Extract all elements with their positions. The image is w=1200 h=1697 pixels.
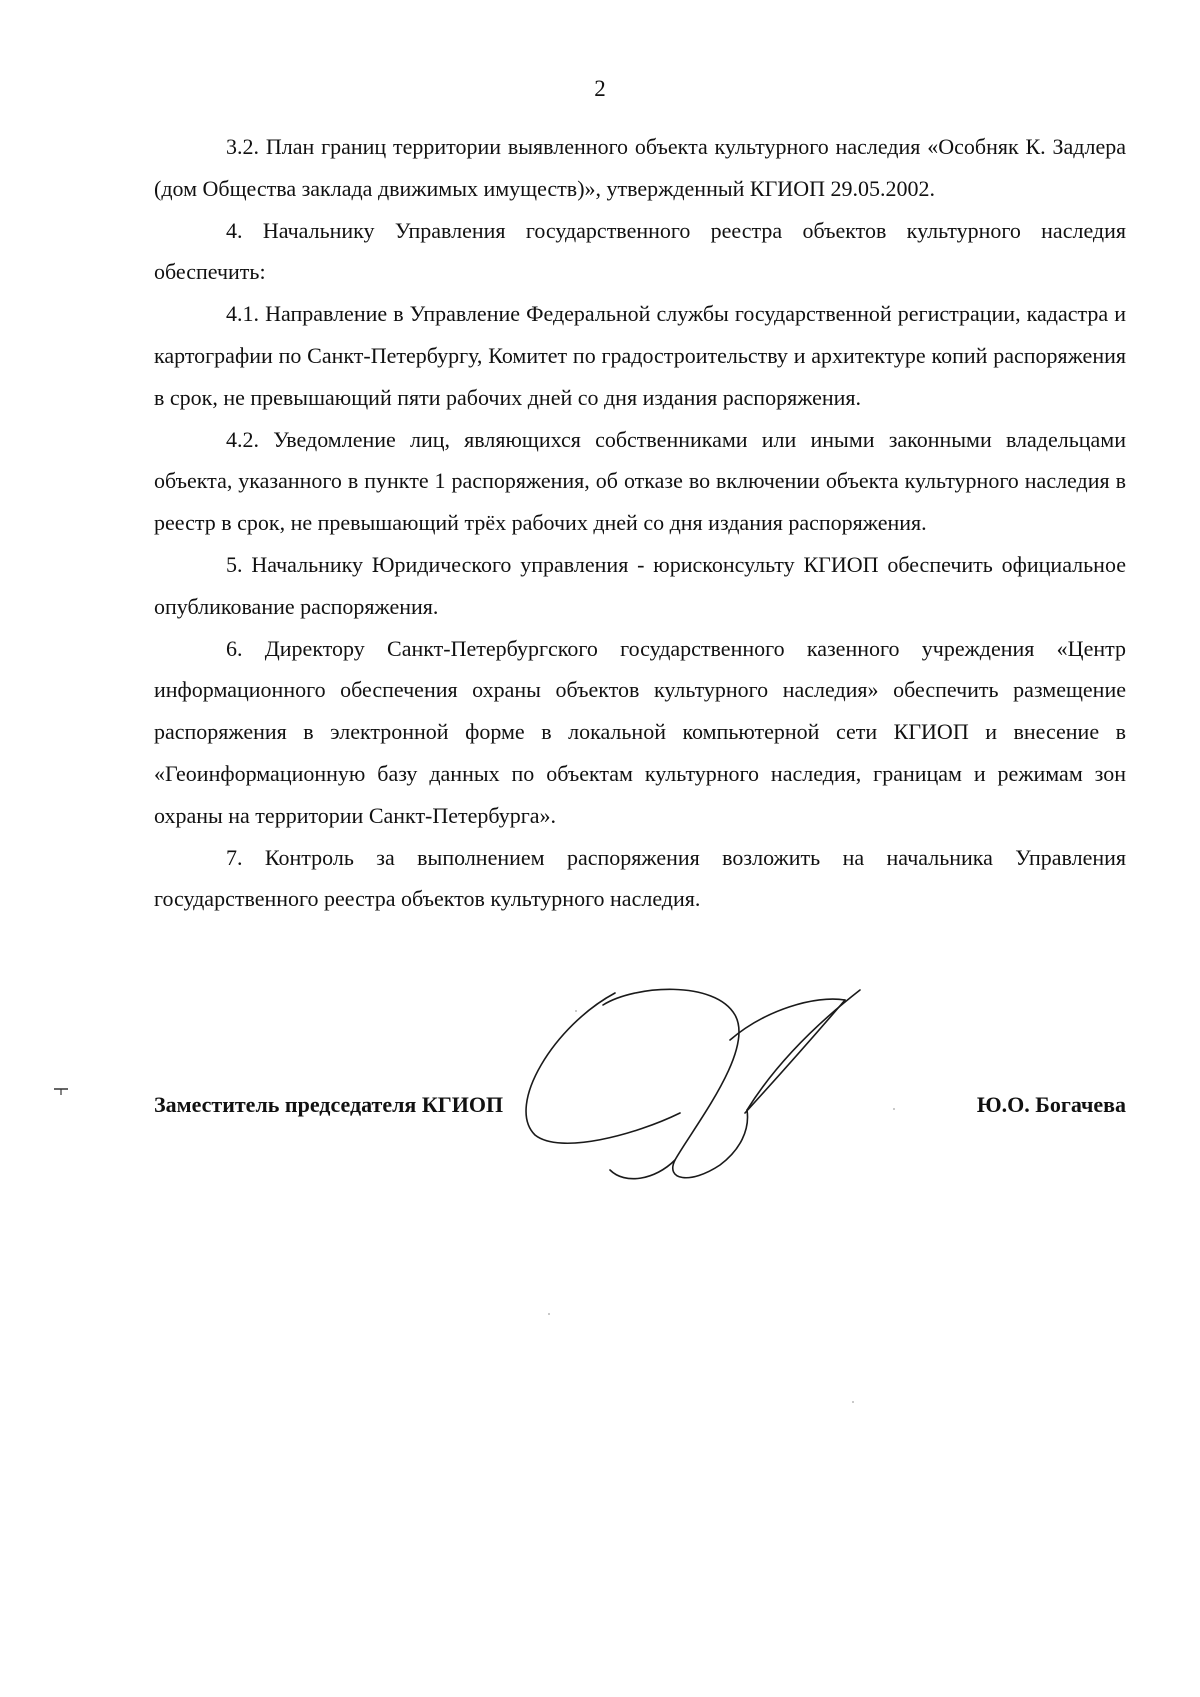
paragraph-3-2: 3.2. План границ территории выявленного объекта культурного наследия «Особняк К. Задлера (дом Общества заклада движимых имуществ)», утвержденный КГИОП 29.05.2002. — [154, 134, 1126, 201]
scan-speck — [548, 1313, 550, 1315]
document-body — [154, 126, 1126, 920]
paragraph-4: 4. Начальнику Управления государственного реестра объектов культурного наследия обеспечить: — [154, 217, 1126, 285]
paragraph-4-2: 4.2. Уведомление лиц, являющихся собственниками или иными законными владельцами объекта, указанного в пункте 1 распоряжения, об отказе во включении объекта культурного наследия в реестр в срок, не превышающий трёх рабочих дней со дня издания распоряжения. — [154, 426, 1126, 536]
scan-speck — [575, 1010, 577, 1012]
handwritten-signature — [515, 985, 935, 1205]
scan-speck — [893, 1108, 895, 1110]
margin-mark-icon — [52, 1082, 70, 1100]
paragraph-7: 7. Контроль за выполнением распоряжения возложить на начальника Управления государственного реестра объектов культурного наследия. — [154, 844, 1126, 912]
signer-name: Ю.О. Богачева — [976, 1092, 1126, 1117]
paragraph-5: 5. Начальнику Юридического управления - юрисконсульту КГИОП обеспечить официальное опубликование распоряжения. — [154, 551, 1126, 619]
page-number: 2 — [594, 76, 606, 101]
paragraph-4-1: 4.1. Направление в Управление Федеральной службы государственной регистрации, кадастра и картографии по Санкт-Петербургу, Комитет по градостроительству и архитектуре копий распоряжения в срок, не превышающий пяти рабочих дней со дня издания распоряжения. — [154, 301, 1126, 410]
paragraph-6: 6. Директору Санкт-Петербургского государственного казенного учреждения «Центр информационного обеспечения охраны объектов культурного наследия» обеспечить размещение распоряжения в электронной форме в локальной компьютерной сети КГИОП и внесение в «Геоинформационную базу данных по объектам культурного наследия, границам и режимам зон охраны на территории Санкт-Петербурга». — [154, 635, 1126, 828]
scan-speck — [852, 1401, 854, 1403]
signer-title: Заместитель председателя КГИОП — [154, 1092, 504, 1117]
